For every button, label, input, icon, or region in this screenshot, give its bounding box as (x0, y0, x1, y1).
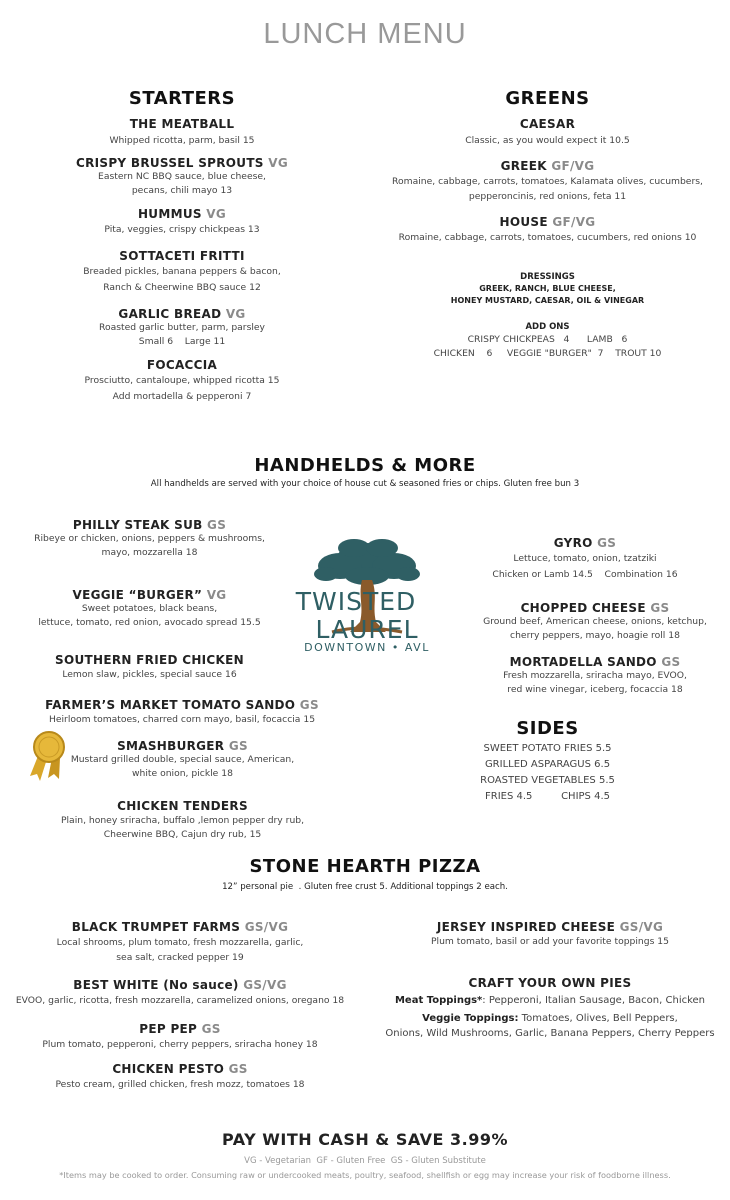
addons-label: ADD ONS (525, 322, 570, 332)
item-desc: pepperoncinis, red onions, feta 11 (468, 191, 627, 202)
item-desc: Romaine, cabbage, carrots, tomatoes, Kalamata olives, cucumbers, (392, 176, 703, 187)
starters-heading: STARTERS (128, 88, 236, 109)
dressings-line: GREEK, RANCH, BLUE CHEESE, (479, 284, 616, 293)
item-name: SOTTACETI FRITTI (119, 249, 245, 263)
diet-tag: GS/VG (243, 978, 287, 992)
page-title: LUNCH MENU (263, 18, 467, 50)
veggie-toppings-label: Veggie Toppings: (422, 1013, 519, 1024)
item-name: SMASHBURGER (117, 739, 225, 753)
menu-item-best-white (10, 978, 350, 1008)
item-name: GYRO (553, 536, 593, 550)
menu-item-house (380, 215, 715, 245)
menu-item-focaccia (32, 358, 332, 405)
menu-item-sottaceti-fritti (32, 249, 332, 296)
item-desc: Add mortadella & pepperoni 7 (112, 391, 252, 402)
logo-word-twisted: TWISTED (295, 587, 417, 616)
menu-item-veggie-burger (12, 588, 287, 630)
veggie-toppings-list: Onions, Wild Mushrooms, Garlic, Banana Peppers, Cherry Peppers (385, 1028, 715, 1039)
pizza-heading: STONE HEARTH PIZZA (249, 856, 481, 877)
item-desc: lettuce, tomato, red onion, avocado spread 15.5 (38, 617, 261, 628)
side-item: ROASTED VEGETABLES 5.5 (480, 775, 615, 786)
item-name: BLACK TRUMPET FARMS (71, 920, 241, 934)
item-desc: Chicken or Lamb 14.5 Combination 16 (492, 569, 678, 580)
diet-tag: GF/VG (551, 159, 595, 173)
item-name: GREEK (500, 159, 547, 173)
logo (262, 536, 472, 666)
dressings-block (380, 272, 715, 307)
item-desc: Fresh mozzarella, sriracha mayo, EVOO, (503, 670, 687, 681)
item-desc: Prosciutto, cantaloupe, whipped ricotta 15 (84, 375, 280, 386)
item-name: HOUSE (499, 215, 548, 229)
diet-tag: GS/VG (244, 920, 289, 934)
item-desc: Plum tomato, basil or add your favorite toppings 15 (431, 936, 669, 947)
item-desc: Whipped ricotta, parm, basil 15 (109, 135, 255, 146)
diet-tag: GS (228, 739, 248, 753)
pizza-note: 12” personal pie . Gluten free crust 5. Additional toppings 2 each. (222, 882, 508, 892)
item-desc: Mustard grilled double, special sauce, American, (70, 754, 295, 765)
menu-item-tomato-sando (12, 698, 352, 727)
item-desc: Roasted garlic butter, parm, parsley (99, 322, 265, 333)
item-desc: mayo, mozzarella 18 (101, 547, 198, 558)
item-name: BEST WHITE (No sauce) (73, 978, 239, 992)
handhelds-note: All handhelds are served with your choice of house cut & seasoned fries or chips. Gluten free bun 3 (150, 479, 580, 489)
item-name: THE MEATBALL (129, 117, 235, 131)
item-desc: Breaded pickles, banana peppers & bacon, (83, 266, 281, 277)
item-desc: cherry peppers, mayo, hoagie roll 18 (510, 630, 680, 641)
diet-tag: GS (201, 1022, 221, 1036)
item-desc: Eastern NC BBQ sauce, blue cheese, (98, 171, 266, 182)
dressings-line: HONEY MUSTARD, CAESAR, OIL & VINEGAR (450, 296, 645, 305)
item-desc: pecans, chili mayo 13 (131, 185, 233, 196)
item-name: CAESAR (519, 117, 576, 131)
menu-item-greek (370, 159, 725, 204)
menu-item-mortadella-sando (470, 655, 720, 697)
menu-item-garlic-bread (32, 307, 332, 349)
side-item: FRIES 4.5 (485, 791, 533, 802)
item-name: CHOPPED CHEESE (520, 601, 646, 615)
menu-item-southern-fried-chicken (12, 653, 287, 682)
diet-tag: GF/VG (552, 215, 596, 229)
diet-tag: GS (650, 601, 670, 615)
diet-tag: GS (299, 698, 319, 712)
item-desc: Plain, honey sriracha, buffalo ,lemon pepper dry rub, (60, 815, 305, 826)
item-desc: red wine vinegar, iceberg, focaccia 18 (507, 684, 683, 695)
item-name: MORTADELLA SANDO (509, 655, 657, 669)
item-name: PHILLY STEAK SUB (72, 518, 203, 532)
item-desc: Romaine, cabbage, carrots, tomatoes, cucumbers, red onions 10 (398, 232, 697, 243)
menu-item-gyro (465, 536, 705, 583)
side-item: SWEET POTATO FRIES 5.5 (483, 743, 612, 754)
diet-tag: VG (206, 207, 227, 221)
item-desc: Ribeye or chicken, onions, peppers & mushrooms, (34, 533, 265, 544)
item-name: CHICKEN TENDERS (117, 799, 248, 813)
greens-heading: GREENS (505, 88, 590, 109)
dressings-label: DRESSINGS (520, 272, 575, 282)
item-desc: Local shrooms, plum tomato, fresh mozzarella, garlic, (56, 937, 304, 948)
item-name: PEP PEP (139, 1022, 198, 1036)
item-desc: white onion, pickle 18 (132, 768, 233, 779)
item-desc: Sweet potatoes, black beans, (81, 603, 218, 614)
item-desc: Pita, veggies, crispy chickpeas 13 (104, 224, 260, 235)
menu-item-chicken-tenders (45, 799, 320, 842)
sides-list (470, 741, 625, 805)
food-safety-disclaimer: *Items may be cooked to order. Consuming raw or undercooked meats, poultry, seafood, shellfish or egg may increase your risk of foodborne illness. (59, 1170, 671, 1180)
addons-block (380, 322, 715, 361)
item-desc: sea salt, cracked pepper 19 (116, 952, 244, 963)
side-item: GRILLED ASPARAGUS 6.5 (484, 759, 611, 770)
pay-with-cash-notice: PAY WITH CASH & SAVE 3.99% (221, 1130, 509, 1149)
veggie-toppings-list: Tomatoes, Olives, Bell Peppers, (518, 1013, 678, 1024)
item-desc: Pesto cream, grilled chicken, fresh mozz, tomatoes 18 (55, 1079, 305, 1090)
diet-legend: VG - Vegetarian GF - Gluten Free GS - Gluten Substitute (244, 1156, 486, 1166)
item-desc: Cheerwine BBQ, Cajun dry rub, 15 (103, 829, 262, 840)
menu-item-meatball (32, 117, 332, 148)
menu-item-chicken-pesto (30, 1062, 330, 1092)
item-desc: Lettuce, tomato, onion, tzatziki (513, 553, 657, 564)
item-name: CHICKEN PESTO (112, 1062, 225, 1076)
diet-tag: GS (661, 655, 681, 669)
menu-item-caesar (380, 117, 715, 148)
item-name: CRAFT YOUR OWN PIES (468, 976, 632, 990)
item-name: GARLIC BREAD (118, 307, 222, 321)
diet-tag: GS (228, 1062, 248, 1076)
item-desc: EVOO, garlic, ricotta, fresh mozzarella, caramelized onions, oregano 18 (15, 995, 345, 1006)
item-name: SOUTHERN FRIED CHICKEN (55, 653, 244, 667)
menu-item-chopped-cheese (470, 601, 720, 643)
diet-tag: VG (206, 588, 227, 602)
craft-your-own-block (380, 976, 720, 1041)
addons-line: CRISPY CHICKPEAS 4 LAMB 6 (467, 334, 628, 345)
menu-item-black-trumpet (30, 920, 330, 965)
item-name: JERSEY INSPIRED CHEESE (436, 920, 616, 934)
item-name: VEGGIE “BURGER” (72, 588, 203, 602)
item-name: HUMMUS (137, 207, 202, 221)
diet-tag: VG (268, 156, 288, 170)
addons-line: CHICKEN 6 VEGGIE "BURGER" 7 TROUT 10 (433, 348, 662, 359)
side-item: CHIPS 4.5 (561, 791, 610, 802)
logo-subtitle: DOWNTOWN • AVL (304, 641, 430, 654)
menu-item-smashburger (45, 739, 320, 781)
diet-tag: GS (207, 518, 227, 532)
item-desc: Small 6 Large 11 (138, 336, 226, 347)
meat-toppings-list: : Pepperoni, Italian Sausage, Bacon, Chicken (482, 995, 706, 1006)
diet-tag: GS (597, 536, 617, 550)
item-name: CRISPY BRUSSEL SPROUTS (75, 156, 264, 170)
logo-word-laurel: LAUREL (315, 615, 419, 644)
diet-tag: VG (225, 307, 246, 321)
item-name: FOCACCIA (146, 358, 218, 372)
handhelds-heading: HANDHELDS & MORE (254, 455, 476, 476)
item-desc: Ground beef, American cheese, onions, ketchup, (483, 616, 707, 627)
menu-item-brussel-sprouts (32, 156, 332, 198)
item-desc: Lemon slaw, pickles, special sauce 16 (62, 669, 237, 680)
item-desc: Plum tomato, pepperoni, cherry peppers, sriracha honey 18 (42, 1039, 318, 1050)
meat-toppings-label: Meat Toppings* (394, 995, 483, 1006)
item-desc: Ranch & Cheerwine BBQ sauce 12 (103, 282, 261, 293)
menu-item-hummus (32, 207, 332, 237)
sides-heading: SIDES (516, 718, 579, 739)
item-name: FARMER’S MARKET TOMATO SANDO (45, 698, 296, 712)
menu-item-jersey-cheese (390, 920, 710, 949)
item-desc: Classic, as you would expect it 10.5 (465, 135, 630, 146)
diet-tag: GS/VG (619, 920, 664, 934)
menu-item-pep-pep (30, 1022, 330, 1052)
menu-item-philly (12, 518, 287, 560)
item-desc: Heirloom tomatoes, charred corn mayo, basil, focaccia 15 (48, 714, 316, 725)
